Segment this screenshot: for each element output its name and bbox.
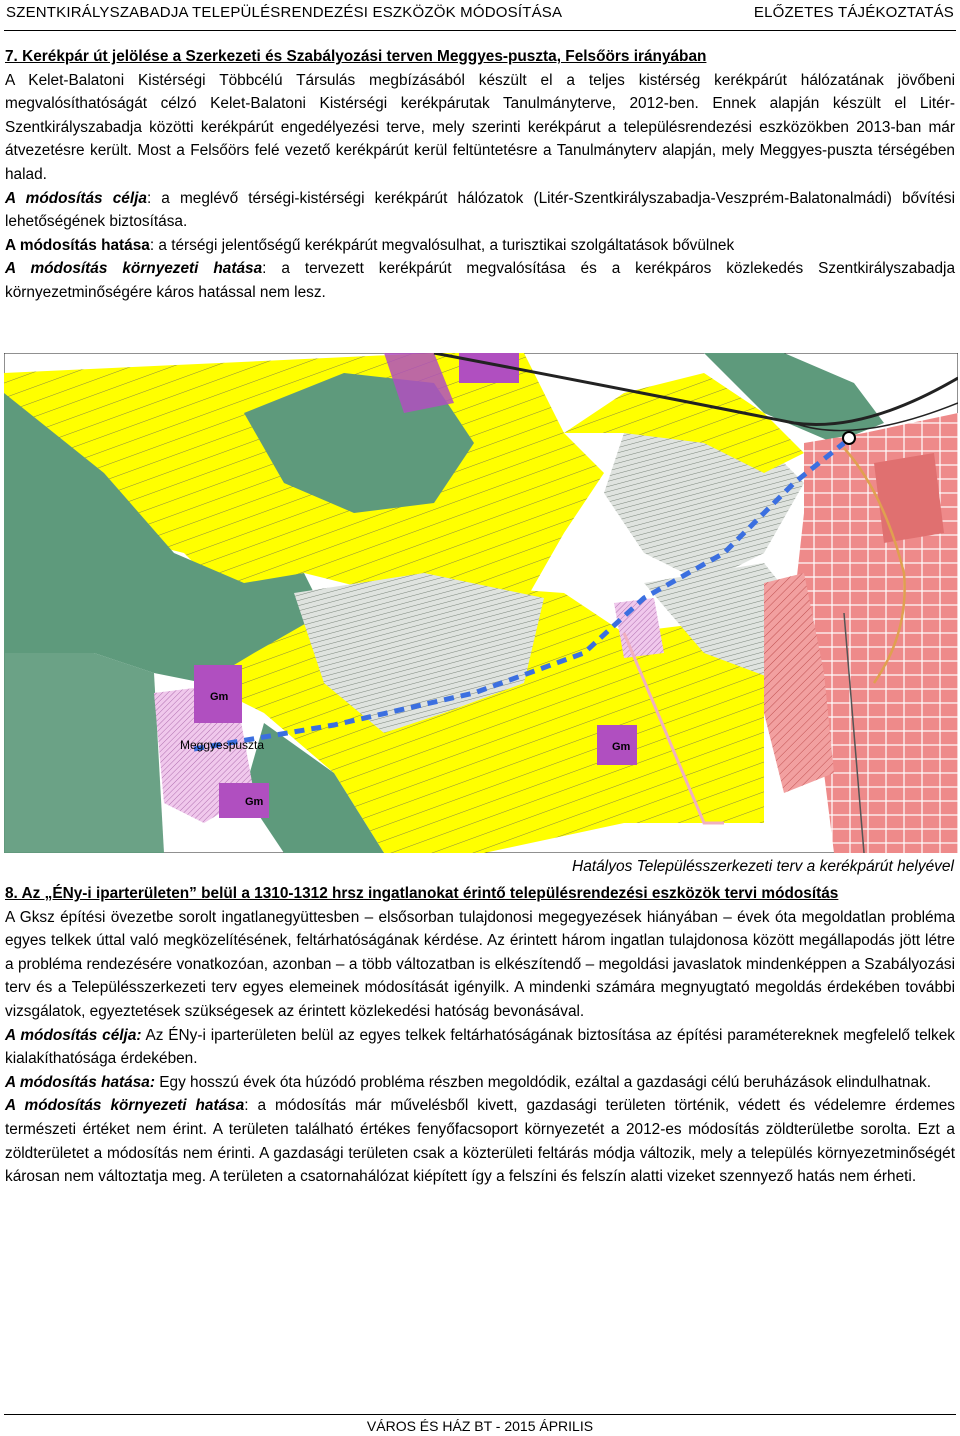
footer-rule [4,1414,956,1415]
section-8-intro: A Gksz építési övezetbe sorolt ingatlanegyüttesben – elsősorban tulajdonosi megegyezések hiányában – évek óta megoldatlan probléma egyes telkek úttal való megközelítésének, feltárhatóságának kérdése. Az érintett három ingatlan tulajdonosa között megállapodás jött létre a probléma rendezésére vonatkozóan, azonban – a több változatban is elkészítendő – megoldási javaslatok mindenképpen a Szabályozási terv és a Településszerkezeti terv egyes elemeinek módosítását igényilk. A mindenki számára megnyugtató megoldás érdekében további vizsgálatok, egyeztetések szükségesek az érintett közlekedési hatóság bevonásával. [5,908,955,1020]
effect-text-8: Egy hosszú évek óta húzódó probléma részben megoldódik, ezáltal a gazdasági célú beruházások elindulhatnak. [154,1073,931,1091]
section-7-effect [5,234,955,258]
section-7-env [5,257,955,304]
goal-text-8: Az ÉNy-i iparterületen belül az egyes telkek feltárhatóságának biztosítása az építési paramétereknek megfelelő telkek kialakíthatósága érdekében. [5,1026,955,1068]
station-marker [843,432,855,444]
effect-text: : a térségi jelentőségű kerékpárút megvalósulhat, a turisztikai szolgáltatások bővülnek [149,236,735,254]
page-footer: VÁROS ÉS HÁZ BT - 2015 ÁPRILIS [366,1418,594,1434]
env-text-8: : a módosítás már művelésből kivett, gazdasági területen történik, védett és védelemre érdemes természeti értéket nem érint. A területen található értékes fenyőfacsoport környezetét a 2012-es módosítás zöldterületbe sorolta. Ezt a zöldterületet a módosítás nem érinti. A gazdasági területen csak a közterületi feltárás módja változik, mely a település környezetminőségét károsan nem változtatja meg. A területen a csatornahálózat kiépített így a felszíni és felszín alatti vizeket szennyező hatás nem érheti. [5,1097,955,1186]
env-text: : a tervezett kerékpárút megvalósítása és a kerékpáros közlekedés Szentkirályszabadja környezetminőségére káros hatással nem lesz. [5,260,956,301]
residential-patch [874,453,944,543]
header-rule [4,30,956,31]
header-subtitle: ELŐZETES TÁJÉKOZTATÁS [753,4,954,21]
forest-area-west2 [4,653,164,853]
place-label: Meggyespuszta [180,738,265,752]
section-8-goal [5,1024,955,1071]
section-8-title: 8. Az „ÉNy-i iparterületen” belül a 1310-1312 hrsz ingatlanokat érintő településrendezési eszközök tervi módosítás [5,885,839,902]
map-caption: Hatályos Településszerkezeti terv a kerékpárút helyével [572,858,954,875]
goal-label: A módosítás célja [5,189,147,207]
env-label: A módosítás környezeti hatása [5,260,263,278]
goal-label-8: A módosítás célja: [5,1026,142,1044]
section-8-effect [5,1071,955,1095]
goal-text: : a meglévő térségi-kistérségi kerékpárút hálózatok (Litér-Szentkirályszabadja-Veszprém-Balatonalmádi) bővítési lehetőségének biztosítása. [5,189,955,231]
section-7-title: 7. Kerékpár út jelölése a Szerkezeti és Szabályozási terven Meggyes-puszta, Felsőörs irányában [5,48,707,65]
effect-label-8: A módosítás hatása: [5,1073,155,1091]
gm-label-1: Gm [210,691,229,703]
section-7-goal [5,187,955,234]
gm-label-3: Gm [612,741,631,753]
zoning-map [4,353,958,853]
section-8 [5,882,955,1189]
effect-label: A módosítás hatása [5,236,150,254]
section-8-env [5,1094,955,1188]
env-label-8: A módosítás környezeti hatása [5,1097,245,1115]
gm-label-2: Gm [245,796,264,808]
section-7 [5,45,955,305]
header-title: SZENTKIRÁLYSZABADJA TELEPÜLÉSRENDEZÉSI ESZKÖZÖK MÓDOSÍTÁSA [6,4,563,21]
page-header [6,4,954,21]
section-7-intro: A Kelet-Balatoni Kistérségi Többcélú Társulás megbízásából készült el a teljes kistérség kerékpárút hálózatának jövőbeni megvalósíthatóságát célzó Kelet-Balatoni Kistérségi kerékpárutak Tanulmányterve, 2012-ben. Ennek alapján készült el Litér-Szentkirályszabadja közötti kerékpárút engedélyezési terve, mely szerinti kerékpárut a településrendezési eszközökben 2013-ban már átvezetésre került. Most a Felsőörs felé vezető kerékpárút kerül feltüntetésre a Tanulmányterv alapján, mely Meggyes-puszta térségében halad. [5,71,955,183]
